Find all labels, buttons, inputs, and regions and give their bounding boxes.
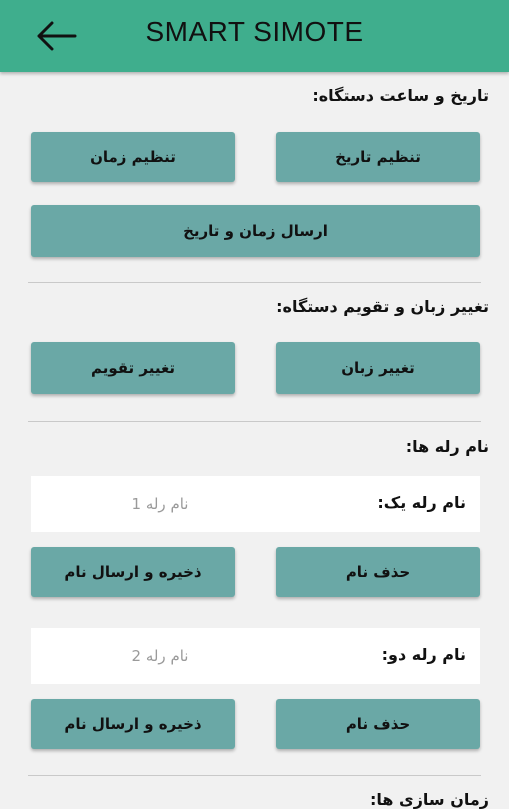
set-time-button[interactable]: تنظیم زمان xyxy=(31,132,235,182)
relay-2-delete-name-button[interactable]: حذف نام xyxy=(276,699,480,749)
relay-1-field xyxy=(31,476,480,532)
datetime-section-title: تاریخ و ساعت دستگاه: xyxy=(312,86,489,105)
app-bar xyxy=(0,0,509,72)
relay-2-label: نام رله دو: xyxy=(381,645,466,664)
relay-1-label: نام رله یک: xyxy=(377,493,466,512)
relay-1-save-send-name-button[interactable]: ذخیره و ارسال نام xyxy=(31,547,235,597)
set-date-button[interactable]: تنظیم تاریخ xyxy=(276,132,480,182)
relay-1-delete-name-button[interactable]: حذف نام xyxy=(276,547,480,597)
next-section-title: زمان سازی ها: xyxy=(369,790,489,809)
relay-2-name-input[interactable] xyxy=(45,638,275,674)
app-title: SMART SIMOTE xyxy=(145,16,364,47)
send-time-date-button[interactable]: ارسال زمان و تاریخ xyxy=(31,205,480,257)
relay-section-title: نام رله ها: xyxy=(405,437,489,456)
change-calendar-button[interactable]: تغییر تقویم xyxy=(31,342,235,394)
divider xyxy=(28,282,481,283)
relay-1-name-input[interactable] xyxy=(45,486,275,522)
divider xyxy=(28,775,481,776)
change-language-button[interactable]: تغییر زبان xyxy=(276,342,480,394)
divider xyxy=(28,421,481,422)
language-section-title: تغییر زبان و تقویم دستگاه: xyxy=(276,297,489,316)
relay-2-save-send-name-button[interactable]: ذخیره و ارسال نام xyxy=(31,699,235,749)
relay-2-field xyxy=(31,628,480,684)
